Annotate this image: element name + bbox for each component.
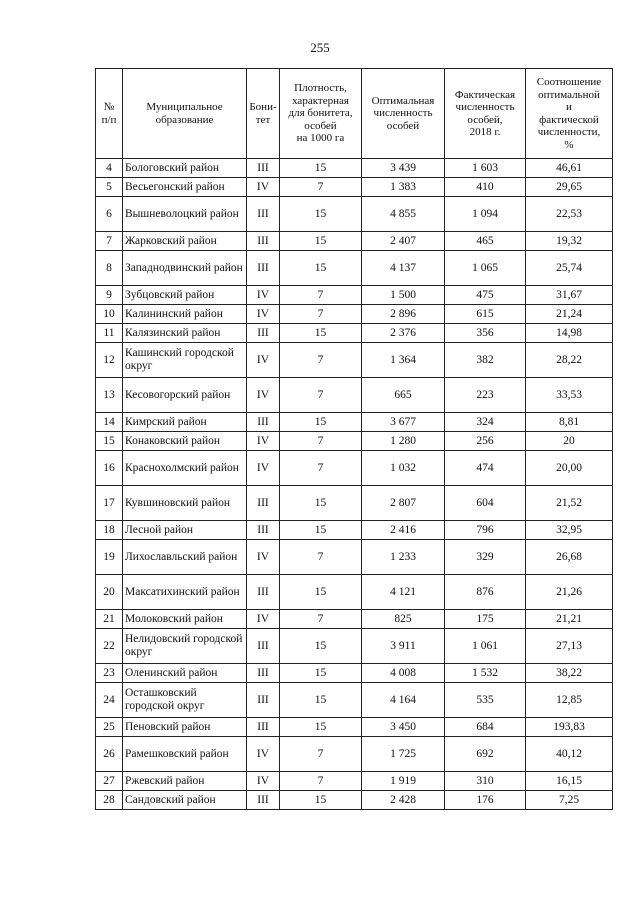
cell-density: 7 <box>280 378 362 413</box>
cell-ratio: 31,67 <box>526 286 613 305</box>
cell-municipality: Лесной район <box>123 521 247 540</box>
cell-optimal: 4 855 <box>362 197 445 232</box>
cell-municipality: Кувшиновский район <box>123 486 247 521</box>
cell-num: 26 <box>96 737 123 772</box>
cell-density: 7 <box>280 540 362 575</box>
cell-density: 15 <box>280 159 362 178</box>
table-row <box>96 197 613 232</box>
cell-actual: 410 <box>445 178 526 197</box>
cell-municipality: Сандовский район <box>123 791 247 810</box>
cell-ratio: 8,81 <box>526 413 613 432</box>
cell-density: 15 <box>280 232 362 251</box>
cell-actual: 1 532 <box>445 664 526 683</box>
cell-optimal: 3 439 <box>362 159 445 178</box>
cell-bonitet: III <box>247 486 280 521</box>
cell-num: 5 <box>96 178 123 197</box>
cell-density: 15 <box>280 683 362 718</box>
cell-actual: 256 <box>445 432 526 451</box>
table-row <box>96 324 613 343</box>
table-row <box>96 432 613 451</box>
cell-bonitet: III <box>247 664 280 683</box>
cell-municipality: Максатихинский район <box>123 575 247 610</box>
cell-optimal: 1 500 <box>362 286 445 305</box>
cell-ratio: 16,15 <box>526 772 613 791</box>
cell-num: 25 <box>96 718 123 737</box>
cell-num: 6 <box>96 197 123 232</box>
cell-municipality: Лихославльский район <box>123 540 247 575</box>
cell-density: 15 <box>280 664 362 683</box>
cell-optimal: 1 280 <box>362 432 445 451</box>
cell-municipality: Конаковский район <box>123 432 247 451</box>
cell-bonitet: III <box>247 159 280 178</box>
cell-bonitet: IV <box>247 378 280 413</box>
cell-ratio: 28,22 <box>526 343 613 378</box>
cell-ratio: 38,22 <box>526 664 613 683</box>
cell-municipality: Калязинский район <box>123 324 247 343</box>
cell-bonitet: IV <box>247 286 280 305</box>
header-bonitet: Бони- тет <box>247 69 280 159</box>
cell-num: 17 <box>96 486 123 521</box>
cell-ratio: 12,85 <box>526 683 613 718</box>
cell-optimal: 2 376 <box>362 324 445 343</box>
cell-density: 7 <box>280 772 362 791</box>
table-row <box>96 772 613 791</box>
cell-ratio: 193,83 <box>526 718 613 737</box>
cell-optimal: 2 896 <box>362 305 445 324</box>
cell-optimal: 2 407 <box>362 232 445 251</box>
cell-actual: 329 <box>445 540 526 575</box>
cell-num: 11 <box>96 324 123 343</box>
cell-actual: 465 <box>445 232 526 251</box>
cell-num: 10 <box>96 305 123 324</box>
cell-ratio: 25,74 <box>526 251 613 286</box>
cell-actual: 475 <box>445 286 526 305</box>
cell-actual: 223 <box>445 378 526 413</box>
cell-optimal: 1 364 <box>362 343 445 378</box>
cell-actual: 474 <box>445 451 526 486</box>
header-optimal: Оптимальная численность особей <box>362 69 445 159</box>
cell-ratio: 21,26 <box>526 575 613 610</box>
header-density: Плотность, характерная для бонитета, особей на 1000 га <box>280 69 362 159</box>
header-ratio: Соотношение оптимальной и фактической численности, % <box>526 69 613 159</box>
cell-bonitet: IV <box>247 178 280 197</box>
cell-ratio: 26,68 <box>526 540 613 575</box>
cell-ratio: 33,53 <box>526 378 613 413</box>
cell-actual: 684 <box>445 718 526 737</box>
cell-bonitet: III <box>247 197 280 232</box>
table-row <box>96 451 613 486</box>
table-row <box>96 718 613 737</box>
cell-ratio: 7,25 <box>526 791 613 810</box>
cell-actual: 356 <box>445 324 526 343</box>
cell-ratio: 40,12 <box>526 737 613 772</box>
table-row <box>96 610 613 629</box>
cell-num: 15 <box>96 432 123 451</box>
cell-optimal: 4 137 <box>362 251 445 286</box>
table-row <box>96 378 613 413</box>
header-municipality: Муниципальное образование <box>123 69 247 159</box>
cell-municipality: Весьегонский район <box>123 178 247 197</box>
cell-density: 15 <box>280 629 362 664</box>
cell-density: 15 <box>280 413 362 432</box>
cell-bonitet: III <box>247 521 280 540</box>
table-row <box>96 540 613 575</box>
table-row <box>96 159 613 178</box>
cell-bonitet: III <box>247 683 280 718</box>
cell-num: 8 <box>96 251 123 286</box>
cell-actual: 175 <box>445 610 526 629</box>
cell-density: 7 <box>280 451 362 486</box>
cell-ratio: 20 <box>526 432 613 451</box>
cell-optimal: 1 383 <box>362 178 445 197</box>
cell-actual: 615 <box>445 305 526 324</box>
cell-num: 14 <box>96 413 123 432</box>
table-row <box>96 791 613 810</box>
cell-ratio: 21,52 <box>526 486 613 521</box>
cell-municipality: Зубцовский район <box>123 286 247 305</box>
cell-municipality: Западнодвинский район <box>123 251 247 286</box>
table-row <box>96 575 613 610</box>
cell-optimal: 2 807 <box>362 486 445 521</box>
cell-density: 7 <box>280 432 362 451</box>
cell-density: 15 <box>280 324 362 343</box>
table-header-row <box>96 69 613 159</box>
cell-density: 15 <box>280 197 362 232</box>
cell-bonitet: IV <box>247 772 280 791</box>
cell-num: 27 <box>96 772 123 791</box>
header-num: № п/п <box>96 69 123 159</box>
cell-ratio: 21,24 <box>526 305 613 324</box>
cell-actual: 692 <box>445 737 526 772</box>
cell-ratio: 22,53 <box>526 197 613 232</box>
cell-municipality: Кашинский городской округ <box>123 343 247 378</box>
table-row <box>96 286 613 305</box>
cell-ratio: 19,32 <box>526 232 613 251</box>
cell-actual: 1 603 <box>445 159 526 178</box>
cell-actual: 1 094 <box>445 197 526 232</box>
cell-num: 4 <box>96 159 123 178</box>
cell-density: 15 <box>280 791 362 810</box>
cell-ratio: 21,21 <box>526 610 613 629</box>
cell-density: 15 <box>280 251 362 286</box>
cell-municipality: Молоковский район <box>123 610 247 629</box>
cell-bonitet: III <box>247 324 280 343</box>
cell-num: 24 <box>96 683 123 718</box>
cell-optimal: 1 233 <box>362 540 445 575</box>
population-table <box>95 68 613 810</box>
cell-num: 21 <box>96 610 123 629</box>
cell-optimal: 665 <box>362 378 445 413</box>
table-row <box>96 664 613 683</box>
table-row <box>96 251 613 286</box>
table-body <box>96 159 613 810</box>
cell-bonitet: III <box>247 791 280 810</box>
cell-optimal: 1 725 <box>362 737 445 772</box>
cell-ratio: 27,13 <box>526 629 613 664</box>
cell-num: 20 <box>96 575 123 610</box>
cell-bonitet: IV <box>247 305 280 324</box>
cell-bonitet: IV <box>247 610 280 629</box>
table-row <box>96 178 613 197</box>
cell-municipality: Рамешковский район <box>123 737 247 772</box>
cell-num: 9 <box>96 286 123 305</box>
cell-num: 28 <box>96 791 123 810</box>
cell-optimal: 4 121 <box>362 575 445 610</box>
cell-density: 7 <box>280 178 362 197</box>
table-row <box>96 521 613 540</box>
cell-municipality: Кесовогорский район <box>123 378 247 413</box>
cell-bonitet: III <box>247 575 280 610</box>
table-row <box>96 737 613 772</box>
cell-optimal: 3 450 <box>362 718 445 737</box>
cell-optimal: 4 008 <box>362 664 445 683</box>
cell-actual: 1 061 <box>445 629 526 664</box>
cell-municipality: Ржевский район <box>123 772 247 791</box>
cell-ratio: 46,61 <box>526 159 613 178</box>
cell-bonitet: III <box>247 629 280 664</box>
cell-bonitet: III <box>247 251 280 286</box>
cell-actual: 796 <box>445 521 526 540</box>
cell-actual: 382 <box>445 343 526 378</box>
cell-optimal: 2 428 <box>362 791 445 810</box>
cell-optimal: 4 164 <box>362 683 445 718</box>
table-row <box>96 486 613 521</box>
cell-bonitet: IV <box>247 432 280 451</box>
cell-ratio: 14,98 <box>526 324 613 343</box>
cell-municipality: Вышневолоцкий район <box>123 197 247 232</box>
cell-density: 7 <box>280 286 362 305</box>
cell-density: 15 <box>280 718 362 737</box>
cell-optimal: 3 911 <box>362 629 445 664</box>
cell-actual: 1 065 <box>445 251 526 286</box>
table-row <box>96 232 613 251</box>
cell-municipality: Кимрский район <box>123 413 247 432</box>
cell-num: 13 <box>96 378 123 413</box>
cell-bonitet: III <box>247 718 280 737</box>
cell-optimal: 825 <box>362 610 445 629</box>
cell-density: 15 <box>280 521 362 540</box>
cell-municipality: Пеновский район <box>123 718 247 737</box>
cell-optimal: 1 919 <box>362 772 445 791</box>
cell-bonitet: IV <box>247 540 280 575</box>
table-row <box>96 413 613 432</box>
cell-municipality: Нелидовский городской округ <box>123 629 247 664</box>
cell-num: 7 <box>96 232 123 251</box>
cell-num: 16 <box>96 451 123 486</box>
cell-density: 7 <box>280 737 362 772</box>
cell-actual: 604 <box>445 486 526 521</box>
cell-municipality: Жарковский район <box>123 232 247 251</box>
cell-municipality: Краснохолмский район <box>123 451 247 486</box>
cell-municipality: Осташковский городской округ <box>123 683 247 718</box>
cell-optimal: 1 032 <box>362 451 445 486</box>
header-actual: Фактическая численность особей, 2018 г. <box>445 69 526 159</box>
cell-actual: 324 <box>445 413 526 432</box>
cell-num: 19 <box>96 540 123 575</box>
cell-bonitet: III <box>247 232 280 251</box>
cell-density: 15 <box>280 486 362 521</box>
cell-density: 7 <box>280 343 362 378</box>
cell-num: 22 <box>96 629 123 664</box>
cell-num: 23 <box>96 664 123 683</box>
cell-bonitet: IV <box>247 451 280 486</box>
page-number: 255 <box>310 40 330 55</box>
cell-actual: 876 <box>445 575 526 610</box>
cell-bonitet: IV <box>247 343 280 378</box>
cell-ratio: 32,95 <box>526 521 613 540</box>
cell-actual: 535 <box>445 683 526 718</box>
cell-municipality: Бологовский район <box>123 159 247 178</box>
cell-actual: 310 <box>445 772 526 791</box>
cell-num: 18 <box>96 521 123 540</box>
table-row <box>96 343 613 378</box>
cell-municipality: Калининский район <box>123 305 247 324</box>
cell-density: 15 <box>280 575 362 610</box>
cell-bonitet: III <box>247 413 280 432</box>
cell-bonitet: IV <box>247 737 280 772</box>
cell-density: 7 <box>280 305 362 324</box>
cell-actual: 176 <box>445 791 526 810</box>
table-row <box>96 683 613 718</box>
cell-density: 7 <box>280 610 362 629</box>
table-row <box>96 629 613 664</box>
cell-ratio: 20,00 <box>526 451 613 486</box>
cell-municipality: Оленинский район <box>123 664 247 683</box>
cell-optimal: 3 677 <box>362 413 445 432</box>
cell-optimal: 2 416 <box>362 521 445 540</box>
cell-num: 12 <box>96 343 123 378</box>
cell-ratio: 29,65 <box>526 178 613 197</box>
table-row <box>96 305 613 324</box>
